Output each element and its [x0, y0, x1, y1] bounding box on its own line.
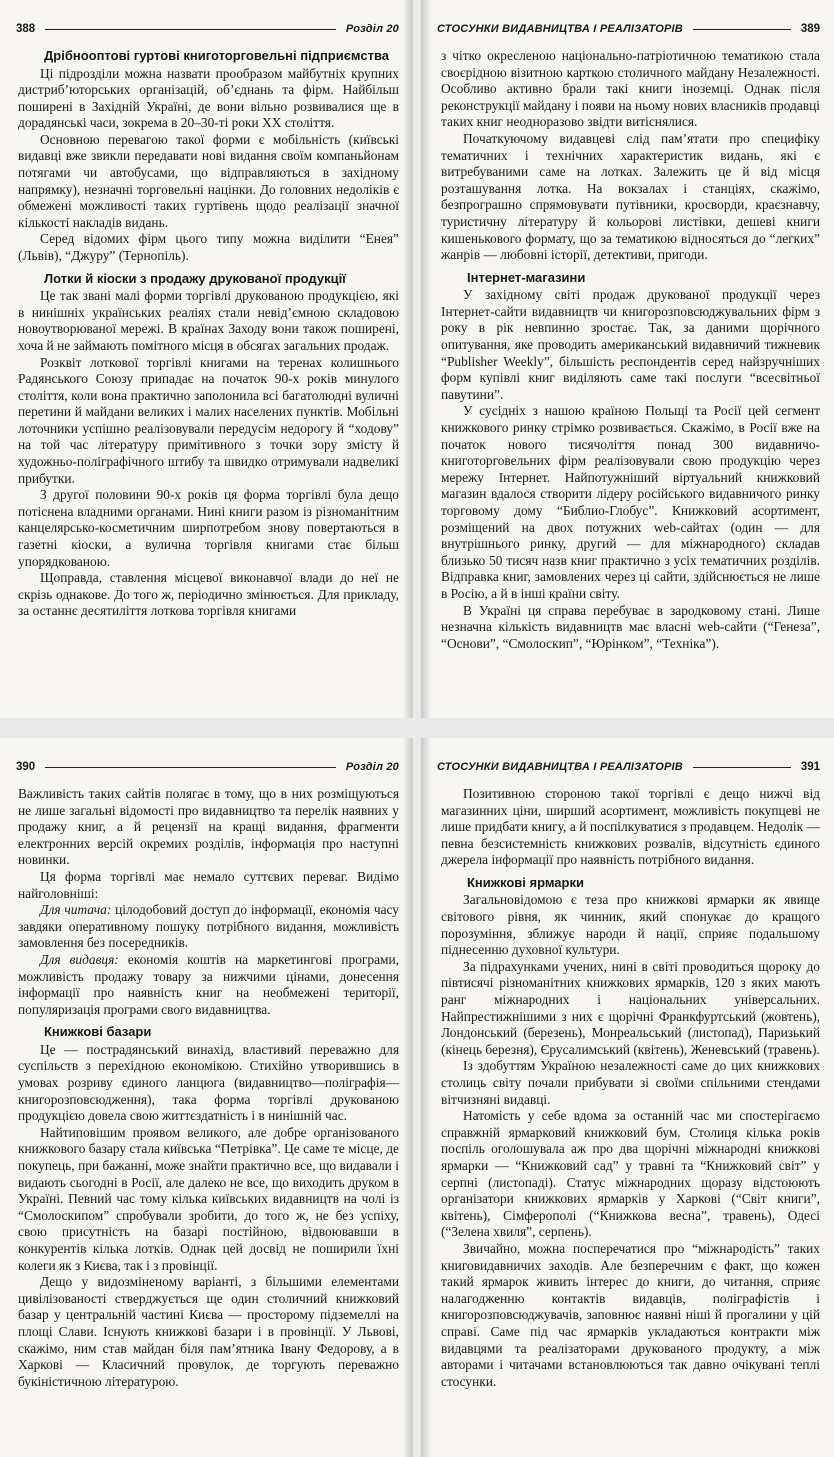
paragraph: У сусідніх з нашою країною Польщі та Росії цей сегмент книжкового ринку стрімко розвивається. Скажімо, в Росії вже на початок нового тисячоліття понад 300 видавничо-книготорговельних фірм реалізовували свою продукцію через мережу Інтернет. Найпотужніший віртуальний книжковий магазин вдалося створити лідеру російського видавничого ринку торговому дому “Библио-Глобус”. Книжковий асортимент, розміщений на двох потужних web-сайтах (один — для внутрішнього ринку, другий — для міжнародного) складав близько 50 тисяч назв книг практично з усіх тематичних розділів. Відправка книг, замовлених через ці сайти, здійснюється не лише в Росію, а й в інші країни світу.	[441, 403, 820, 601]
gutter-shadow	[403, 0, 413, 718]
chapter-title: СТОСУНКИ ВИДАВНИЦТВА І РЕАЛІЗАТОРІВ	[437, 761, 683, 773]
header-rule	[693, 767, 791, 768]
gutter-shadow	[421, 0, 431, 718]
page-number: 390	[16, 761, 36, 773]
gutter-shadow	[421, 738, 431, 1457]
paragraph: У західному світі продаж друкованої продукції через Інтернет-сайти видавництв чи книгорозповсюджувальних фірм з року в рік невпинно зростає. Так, за даними щорічного опитування, яке проводить американський видавничий тижневик “Publisher Weekly”, більшість респондентів серед найзручніших форм купівлі книг виділяють саме такі послуги “всесвітньої павутини”.	[441, 287, 820, 402]
page-body	[441, 786, 820, 1390]
chapter-label: Розділ 20	[345, 23, 399, 35]
paragraph: Ці підрозділи можна назвати прообразом майбутніх крупних дистриб’юторських організацій, об’єднань та фірм. Найбільш поширені в Західній Україні, де вони вільно розвивалися ще в дорадянські часи, зокрема в 20–30-ті роки XX століття.	[18, 65, 399, 131]
paragraph: Звичайно, можна посперечатися про “міжнародість” таких книговидавничих заходів. Але безперечним є факт, що кожен такий ярмарок живить інтерес до книги, до читання, сприяє налагодженню контактів видавців, поліграфістів і книгорозповсюджувачів, заповнює наявні ніші й прогалини у цій справі. Саме під час ярмарків укладаються контракти між видавцями та реалізаторами друкованого продукту, а між авторами і читачами встановлюються так давно очікувані теплі стосунки.	[441, 1240, 820, 1389]
page-390	[0, 738, 413, 1457]
paragraph: Ця форма торгівлі має немало суттєвих переваг. Видімо найголовніші:	[18, 868, 399, 901]
page-body	[18, 786, 399, 1390]
paragraph: Це — пострадянський винахід, властивий переважно для суспільств з перехідною економікою. Стихійно утворившись в умовах розриву єдиного ланцюга (видавництво—поліграфія—книгорозповсюдження), така форма торгівлі друкованою продукцією довела свою життєздатність і в нинішній час.	[18, 1041, 399, 1124]
section-heading: Лотки й кіоски з продажу друкованої продукції	[44, 270, 346, 286]
page-388	[0, 0, 413, 718]
chapter-title: СТОСУНКИ ВИДАВНИЦТВА І РЕАЛІЗАТОРІВ	[437, 23, 683, 35]
paragraph	[18, 902, 399, 952]
running-head	[437, 758, 820, 776]
continued-paragraph: з чітко окресленою національно-патріотичною тематикою стала своєрідною візитною карткою столичного майдану Незалежності. Особливо активно брали такі книги іноземці. Однак після реконструкції майдану і появи на ньому нових власників продавці таких книг неодноразово звідти витіснялися.	[441, 48, 820, 130]
paragraph-lead: Для читача:	[40, 902, 112, 918]
continued-paragraph: Важливість таких сайтів полягає в тому, що в них розміщуються не лише загальні відомості про видавництво та перелік наявних у продажу книг, а й рецензії на кращі видання, фрагменти електронних версій окремих розділів, інформація про наступні новинки.	[18, 786, 399, 868]
page-389	[421, 0, 834, 718]
paragraph: Щоправда, ставлення місцевої виконавчої влади до неї не скрізь однакове. До того ж, періодично змінюється. Для прикладу, за останнє десятиліття лоткова торгівля книгами	[18, 570, 399, 619]
paragraph: З другої половини 90-х років ця форма торгівлі була дещо потіснена владними органами. Нині книги разом із різноманітним канцелярсько-косметичним ширпотребом знову повертаються в газетні кіоски, а вулична торгівля книгами стає більш упорядкованою.	[18, 487, 399, 569]
paragraph-text: економія коштів на маркетингові програми, можливість продажу товару за нижчими цінами, донесення інформації про наявність книг на необмежені території, популяризація програми свого видавництва.	[18, 951, 400, 1017]
paragraph: В Україні ця справа перебуває в зародковому стані. Лише незначна кількість видавництв має власні web-сайти (“Генеза”, “Основи”, “Смолоскип”, “Юрінком”, “Техніка”).	[441, 602, 820, 651]
page-number: 389	[800, 23, 820, 35]
running-head	[16, 20, 399, 38]
paragraph: Серед відомих фірм цього типу можна виділити “Енея” (Львів), “Джуру” (Тернопіль).	[18, 231, 399, 264]
page-number: 388	[16, 23, 36, 35]
chapter-label: Розділ 20	[345, 761, 399, 773]
paragraph: Основною перевагою такої форми є мобільність (київські видавці вже звикли передавати нові видання своїм компаньйонам потягами чи автобусами, що відправляються в західному напрямку), незначні торговельні націнки. До головних недоліків є обмежені можливості таких гуртівень щодо реалізації значної кількості накладів видань.	[18, 131, 399, 230]
gutter-shadow	[403, 738, 413, 1457]
page-391	[421, 738, 834, 1457]
header-rule	[45, 767, 336, 768]
paragraph: Натомість у себе вдома за останній час ми спостерігаємо справжній ярмарковий книжковий бум. Столиця кілька років поспіль оголошувала аж про два щорічні міжнародні книжкові ярмарки — “Книжковий сад” у травні та “Книжковий світ” у серпні (листопаді). Статус міжнародних щоразу відстоюють організатори книжкових ярмарків у Харкові (“Світ книги”, квітень), Сімферополі (“Книжкова весна”, травень), Одесі (“Зелена хвиля”, серпень).	[441, 1108, 820, 1240]
paragraph-text: цілодобовий доступ до інформації, економія часу завдяки оперативному пошуку потрібного видання, можливість замовлення без посередників.	[18, 902, 399, 951]
section-heading: Книжкові ярмарки	[467, 874, 584, 890]
page-body	[441, 48, 820, 652]
paragraph	[18, 952, 399, 1018]
header-rule	[45, 29, 336, 30]
paragraph-lead: Для видавця:	[40, 951, 119, 967]
paragraph: Дещо у видозміненому варіанті, з більшими елементами цивілізованості стверджується ще один столичний книжковий базар у центральній частині Києва — просторому підземеллі на площі Слави. Існують книжкові базари і в провінції. У Львові, скажімо, ним став майдан біля пам’ятника Івану Федорову, а в Харкові — Класичний провулок, де торгують переважно букіністичною літературою.	[18, 1274, 399, 1389]
paragraph: Із здобуттям Україною незалежності саме до цих книжкових столиць світу почали прибувати зі своїми спільними стендами вітчизняні видавці.	[441, 1058, 820, 1107]
paragraph: Загальновідомою є теза про книжкові ярмарки як явище світового рівня, як чинник, який спонукає до кращого порозуміння, зближує народи й нації, сприяє подальшому піднесенню духовної культури.	[441, 892, 820, 958]
paragraph: За підрахунками учених, нині в світі проводиться щороку до півтисячі різноманітних книжкових ярмарків, 120 з яких мають ранг міжнародних і національних універсальних. Найпрестижнішими з них є щорічні Франкфуртський (жовтень), Лондонський (березень), Монреальський (листопад), Паризький (кінець березня), Єрусалимський (квітень), Женевський (травень).	[441, 958, 820, 1057]
paragraph: Найтиповішим проявом великого, але добре організованого книжкового базару стала київська “Петрівка”. Це саме те місце, де покупець, при бажанні, може знайти практично все, що видавали і видають сьогодні в Росії, але далеко не все, що виходить друком в Україні. Певний час тому кілька київських видавництв на чолі із “Смолоскипом” спробували зробити, до того ж, не без успіху, свою присутність на базарі постійною, відвоювавши в конкурентів кілька лотків. Однак цей досвід не поширили їхні колеги як з Києва, так і з провінції.	[18, 1124, 399, 1273]
section-heading: Інтернет-магазини	[467, 269, 586, 285]
section-heading: Книжкові базари	[44, 1024, 152, 1040]
running-head	[437, 20, 820, 38]
running-head	[16, 758, 399, 776]
header-rule	[693, 29, 791, 30]
paragraph: Це так звані малі форми торгівлі друкованою продукцією, які в нинішніх українських реаліях стали невід’ємною складовою новоутворюваної мережі. В країнах Заходу вони також поширені, хоча й не займають помітного місця в обсягах загальних продаж.	[18, 288, 399, 353]
paragraph: Початкуючому видавцеві слід пам’ятати про специфіку тематичних і технічних характеристик видань, які є витребуваними саме на лотках. Залежить це й від місця розташування лотка. На вокзалах і станціях, скажімо, безпрограшно спрямовувати путівники, кросворди, краєзнавчу, туристичну літературу й кольорові листівки, дешеві книги кишенькового формату, що за тематикою відносяться до “легких” жанрів — любовні історії, детективи, пригоди.	[441, 130, 820, 263]
section-heading: Дрібнооптові гуртові книготорговельні підприємства	[44, 48, 389, 63]
page-body	[18, 48, 399, 620]
paragraph: Позитивною стороною такої торгівлі є дещо нижчі від магазинних ціни, ширший асортимент, можливість покупцеві не лише придбати книгу, а й поспілкуватися з продавцем. Недолік — певна безсистемність книжкових розвалів, відсутність єдиного джерела інформації про наявність потрібного видання.	[441, 786, 820, 868]
page-number: 391	[800, 761, 820, 773]
paragraph: Розквіт лоткової торгівлі книгами на теренах колишнього Радянського Союзу припадає на початок 90-х років минулого століття, коли вона практично заполонила всі багатолюдні вуличні перетини й майдани великих і малих населених пунктів. Мобільні лоточники успішно реалізовували передусім недорогу й “ходову” на той час літературу примітивного з точки зору змісту й художньо-поліграфічного штибу та швидко отримували надвеликі прибутки.	[18, 354, 399, 486]
